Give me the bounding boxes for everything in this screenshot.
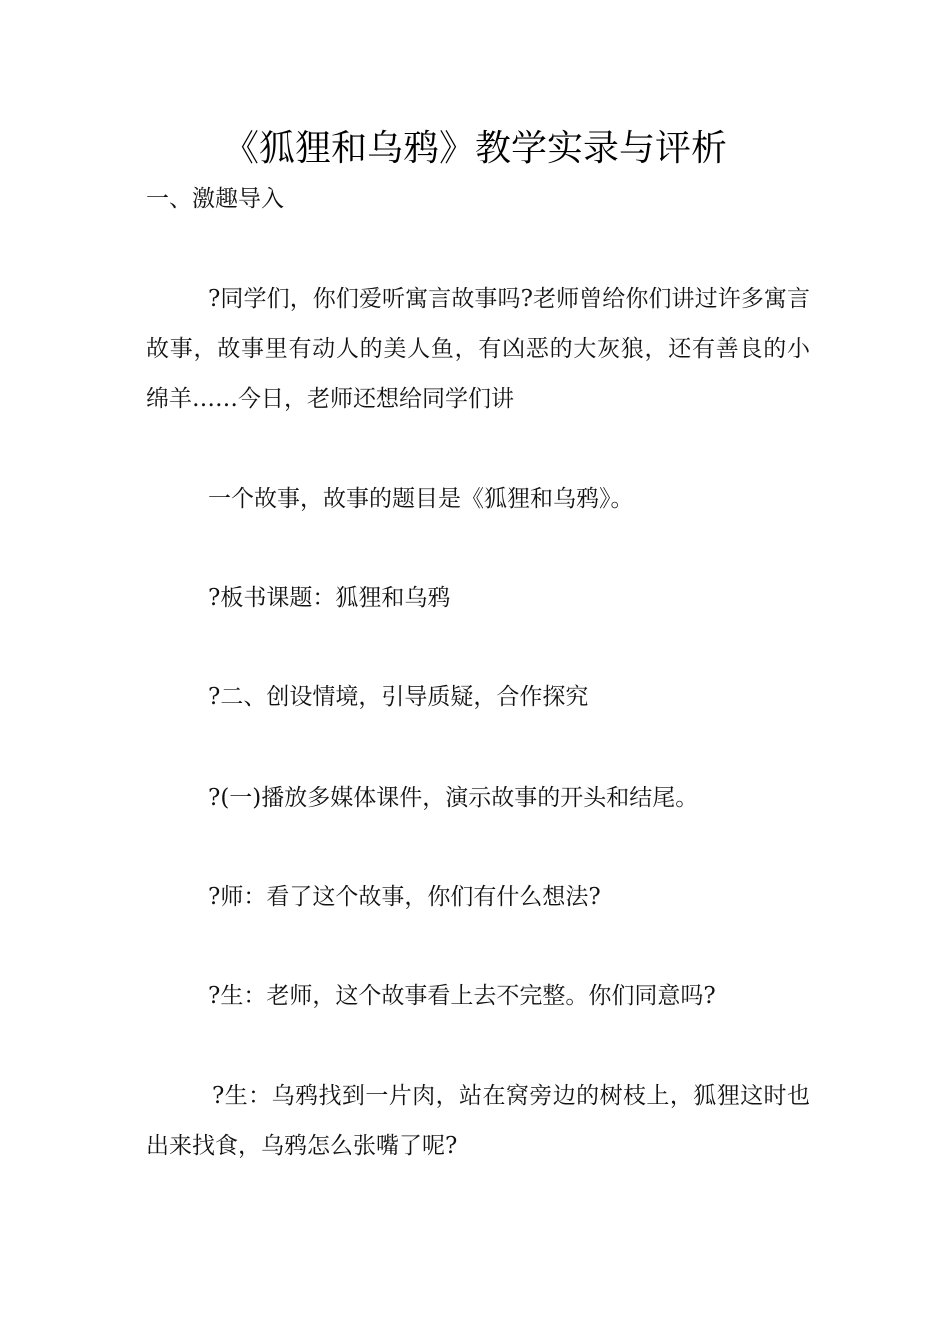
paragraph-story-title: 一个故事，故事的题目是《狐狸和乌鸦》。	[208, 486, 634, 512]
section-heading-intro: 一、激趣导入	[146, 186, 284, 212]
paragraph-teacher-question: ?师：看了这个故事，你们有什么想法?	[208, 884, 601, 910]
section-heading-situation: ?二、创设情境，引导质疑，合作探究	[208, 684, 589, 710]
paragraph-student-answer-1: ?生：老师，这个故事看上去不完整。你们同意吗?	[208, 983, 716, 1009]
document-title: 《狐狸和乌鸦》教学实录与评析	[222, 128, 727, 169]
paragraph-intro: ?同学们，你们爱听寓言故事吗?老师曾给你们讲过许多寓言故事，故事里有动人的美人鱼，有凶恶的大灰狼，还有善良的小绵羊……今日，老师还想给同学们讲	[146, 286, 810, 412]
paragraph-board-title: ?板书课题：狐狸和乌鸦	[208, 585, 451, 611]
paragraph-multimedia: ?(一)播放多媒体课件，演示故事的开头和结尾。	[208, 785, 699, 811]
paragraph-student-answer-2: ?生：乌鸦找到一片肉，站在窝旁边的树枝上，狐狸这时也出来找食，乌鸦怎么张嘴了呢?	[146, 1083, 810, 1159]
